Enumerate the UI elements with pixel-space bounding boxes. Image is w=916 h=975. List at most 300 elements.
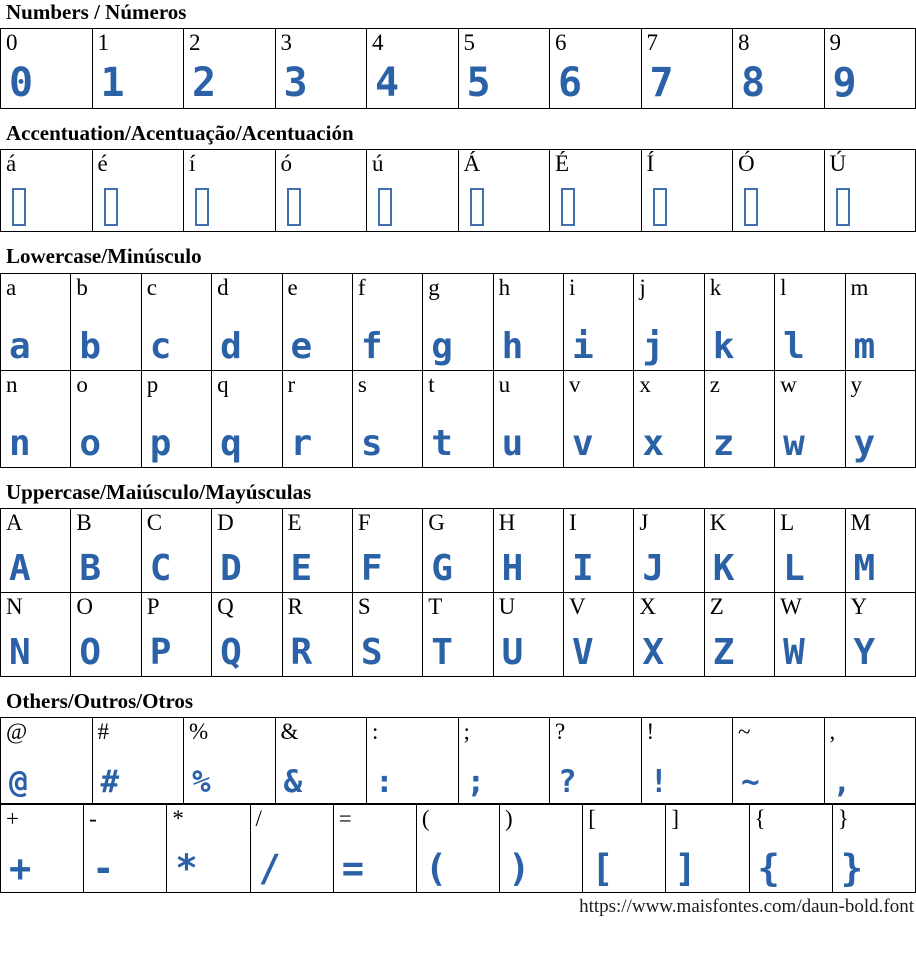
glyph-cell-content	[353, 509, 422, 592]
plain-char: {	[754, 805, 766, 831]
glyph-cell-content	[84, 805, 166, 892]
plain-char: Á	[463, 151, 481, 177]
glyph-cell-content	[564, 371, 633, 467]
glyph-cell-content	[212, 274, 281, 370]
glyph-cell-content	[71, 593, 140, 676]
source-url: https://www.maisfontes.com/daun-bold.font	[579, 895, 914, 917]
glyph-cell-content	[705, 371, 774, 467]
section-uppercase	[0, 480, 916, 677]
glyph-cell-content	[276, 29, 367, 108]
glyph-cell-content	[1, 718, 92, 803]
glyph-cell	[141, 370, 211, 467]
missing-glyph-box	[195, 188, 209, 226]
glyph-cell-content	[212, 593, 281, 676]
glyph-cell-content	[634, 274, 703, 370]
glyph-cell-content	[634, 371, 703, 467]
glyph-cell-content	[283, 509, 352, 592]
plain-char: H	[498, 509, 516, 535]
glyph-cell-content	[775, 593, 844, 676]
glyph-cell	[564, 273, 634, 370]
font-glyph: [	[591, 846, 614, 890]
font-glyph: c	[149, 325, 172, 367]
glyph-cell-content	[1, 274, 70, 370]
font-glyph: @	[9, 763, 28, 800]
glyph-cell-content	[642, 150, 733, 231]
glyph-cell	[704, 508, 774, 592]
glyph-cell-content	[367, 29, 458, 108]
glyph-cell-content	[142, 593, 211, 676]
plain-char: S	[357, 593, 371, 619]
plain-char: 4	[372, 30, 384, 56]
glyph-cell	[493, 508, 563, 592]
font-glyph: +	[9, 846, 32, 890]
glyph-cell	[282, 273, 352, 370]
glyph-cell	[1, 717, 93, 803]
glyph-cell	[71, 508, 141, 592]
plain-char: W	[780, 593, 802, 619]
glyph-cell	[845, 592, 916, 676]
plain-char: 9	[829, 30, 841, 56]
glyph-cell	[275, 717, 367, 803]
plain-char: (	[421, 805, 430, 831]
font-glyph: F	[360, 547, 383, 589]
glyph-table-accentuation-0	[0, 149, 916, 232]
plain-char: N	[6, 593, 23, 619]
glyph-cell	[1, 508, 71, 592]
plain-char: ó	[280, 151, 292, 177]
glyph-cell-content	[825, 29, 916, 108]
font-glyph: q	[220, 422, 242, 464]
font-glyph: &	[283, 763, 303, 800]
glyph-cell	[641, 717, 733, 803]
plain-char: C	[146, 509, 163, 535]
missing-glyph-box	[653, 188, 667, 226]
font-glyph: #	[100, 763, 120, 800]
glyph-cell-content	[276, 150, 367, 231]
plain-char: R	[287, 593, 303, 619]
glyph-cell	[184, 717, 276, 803]
glyph-cell-content	[733, 150, 824, 231]
font-glyph: s	[360, 422, 383, 464]
plain-char: x	[639, 371, 651, 397]
font-glyph: O	[79, 631, 102, 673]
glyph-cell-content	[642, 718, 733, 803]
glyph-cell-content	[733, 718, 824, 803]
plain-char: s	[357, 371, 367, 397]
glyph-cell	[583, 804, 666, 892]
glyph-cell	[634, 370, 704, 467]
plain-char: [	[588, 805, 596, 831]
glyph-cell-content	[494, 509, 563, 592]
glyph-cell-content	[283, 371, 352, 467]
glyph-cell-content	[705, 593, 774, 676]
font-glyph: E	[290, 547, 313, 589]
glyph-cell	[824, 29, 916, 109]
glyph-cell	[423, 508, 493, 592]
glyph-cell	[352, 592, 422, 676]
plain-char: V	[569, 593, 586, 619]
font-glyph: H	[501, 547, 524, 589]
glyph-cell	[775, 592, 845, 676]
glyph-cell	[564, 370, 634, 467]
section-title-uppercase: Uppercase/Maiúsculo/Mayúsculas	[6, 479, 312, 504]
font-glyph: A	[9, 547, 31, 589]
glyph-cell	[71, 370, 141, 467]
plain-char: d	[217, 274, 229, 300]
table-row	[1, 804, 916, 892]
font-glyph: N	[9, 631, 31, 673]
font-glyph: D	[220, 547, 242, 589]
font-glyph: J	[642, 547, 665, 589]
font-glyph: 6	[558, 60, 583, 107]
table-row	[1, 273, 916, 370]
glyph-cell	[367, 150, 459, 232]
glyph-cell-content	[1, 805, 83, 892]
glyph-cell-content	[93, 29, 184, 108]
glyph-cell-content	[775, 371, 844, 467]
font-glyph: V	[572, 631, 594, 673]
glyph-cell-content	[1, 150, 92, 231]
glyph-cell-content	[705, 509, 774, 592]
font-glyph: k	[712, 325, 735, 367]
glyph-cell-content	[283, 274, 352, 370]
glyph-cell	[71, 592, 141, 676]
glyph-cell-content	[825, 150, 916, 231]
plain-char: É	[555, 151, 570, 177]
plain-char: u	[498, 371, 511, 397]
glyph-cell	[733, 717, 825, 803]
glyph-cell	[282, 508, 352, 592]
font-glyph: t	[431, 422, 453, 464]
glyph-table-others-1	[0, 804, 916, 893]
glyph-cell-content	[775, 509, 844, 592]
glyph-cell	[458, 29, 550, 109]
plain-char: á	[6, 151, 17, 177]
font-glyph: h	[501, 325, 524, 367]
glyph-cell-content	[184, 29, 275, 108]
glyph-cell-content	[353, 593, 422, 676]
glyph-cell	[167, 804, 250, 892]
plain-char: w	[780, 371, 797, 397]
plain-char: B	[76, 509, 92, 535]
font-glyph: m	[853, 325, 876, 367]
table-row	[1, 29, 916, 109]
font-glyph: 3	[283, 60, 308, 107]
glyph-cell	[564, 592, 634, 676]
glyph-cell-content	[846, 593, 916, 676]
glyph-cell	[1, 150, 93, 232]
glyph-cell	[832, 804, 915, 892]
glyph-cell	[550, 150, 642, 232]
glyph-cell-content	[184, 150, 275, 231]
glyph-cell	[704, 370, 774, 467]
glyph-cell-content	[550, 150, 641, 231]
glyph-cell	[845, 273, 916, 370]
plain-char: 1	[97, 30, 109, 56]
plain-char: }	[837, 805, 849, 831]
plain-char: L	[780, 509, 795, 535]
glyph-cell-content	[71, 509, 140, 592]
font-glyph: Z	[712, 631, 735, 673]
plain-char: 2	[189, 30, 201, 56]
font-glyph: )	[508, 846, 531, 890]
plain-char: Z	[709, 593, 724, 619]
glyph-cell-content	[1, 509, 70, 592]
font-glyph: 9	[832, 60, 857, 107]
glyph-cell	[1, 592, 71, 676]
glyph-cell-content	[564, 274, 633, 370]
font-glyph: b	[79, 325, 102, 367]
font-glyph: C	[149, 547, 172, 589]
font-glyph: 2	[192, 60, 217, 107]
glyph-cell	[550, 29, 642, 109]
section-title-numbers: Numbers / Números	[6, 0, 187, 24]
glyph-cell	[733, 29, 825, 109]
font-glyph: U	[501, 631, 524, 673]
glyph-cell-content	[71, 371, 140, 467]
section-lowercase	[0, 244, 916, 467]
table-row	[1, 592, 916, 676]
plain-char: l	[780, 274, 787, 300]
glyph-cell-content	[93, 150, 184, 231]
glyph-cell	[184, 29, 276, 109]
glyph-cell-content	[564, 509, 633, 592]
glyph-cell	[71, 273, 141, 370]
font-glyph: T	[431, 631, 453, 673]
glyph-cell-content	[705, 274, 774, 370]
plain-char: 0	[6, 30, 18, 56]
table-row	[1, 508, 916, 592]
font-glyph: (	[424, 846, 448, 890]
plain-char: Ó	[738, 151, 755, 177]
glyph-cell	[275, 150, 367, 232]
plain-char: z	[709, 371, 720, 397]
glyph-cell-content	[494, 371, 563, 467]
glyph-cell	[564, 508, 634, 592]
glyph-cell	[775, 273, 845, 370]
glyph-cell-content	[276, 718, 367, 803]
glyph-cell-content	[367, 718, 458, 803]
section-title-others: Others/Outros/Otros	[6, 688, 194, 713]
glyph-cell	[641, 150, 733, 232]
glyph-cell	[1, 804, 84, 892]
glyph-cell	[92, 717, 184, 803]
glyph-cell	[416, 804, 499, 892]
plain-char: ?	[555, 718, 566, 744]
glyph-cell-content	[846, 509, 916, 592]
plain-char: a	[6, 274, 17, 300]
glyph-cell	[352, 370, 422, 467]
font-glyph: P	[149, 631, 172, 673]
plain-char: é	[97, 151, 108, 177]
font-glyph: f	[360, 325, 383, 367]
plain-char: :	[372, 718, 379, 744]
glyph-cell-content	[367, 150, 458, 231]
glyph-cell	[733, 150, 825, 232]
table-row	[1, 717, 916, 803]
plain-char: P	[146, 593, 160, 619]
plain-char: c	[146, 274, 157, 300]
font-glyph: {	[757, 846, 780, 890]
glyph-cell	[352, 273, 422, 370]
glyph-cell-content	[1, 593, 70, 676]
glyph-cell-content	[550, 718, 641, 803]
font-glyph: o	[79, 422, 102, 464]
font-glyph: =	[341, 846, 364, 890]
glyph-table-uppercase-0	[0, 508, 916, 677]
plain-char: q	[217, 371, 229, 397]
plain-char: J	[639, 509, 649, 535]
plain-char: ;	[463, 718, 470, 744]
glyph-cell-content	[494, 593, 563, 676]
glyph-cell	[749, 804, 832, 892]
plain-char: X	[639, 593, 656, 619]
glyph-cell	[500, 804, 583, 892]
font-glyph: z	[712, 422, 735, 464]
plain-char: O	[76, 593, 93, 619]
font-glyph: p	[149, 422, 172, 464]
font-glyph: r	[290, 422, 313, 464]
glyph-cell-content	[423, 509, 492, 592]
glyph-cell-content	[642, 29, 733, 108]
plain-char: @	[6, 718, 28, 744]
glyph-cell	[367, 29, 459, 109]
plain-char: 3	[280, 30, 292, 56]
font-glyph: *	[175, 846, 198, 890]
glyph-cell	[824, 150, 916, 232]
glyph-cell-content	[846, 274, 916, 370]
glyph-cell	[84, 804, 167, 892]
glyph-cell-content	[833, 805, 915, 892]
glyph-cell-content	[142, 371, 211, 467]
glyph-cell	[493, 592, 563, 676]
glyph-cell	[423, 370, 493, 467]
glyph-cell	[704, 592, 774, 676]
plain-char: F	[357, 509, 371, 535]
font-glyph: M	[853, 547, 876, 589]
plain-char: ]	[671, 805, 680, 831]
plain-char: n	[6, 371, 18, 397]
glyph-cell-content	[423, 593, 492, 676]
font-glyph: e	[290, 325, 313, 367]
plain-char: Í	[646, 151, 655, 177]
glyph-cell	[493, 370, 563, 467]
glyph-cell-content	[283, 593, 352, 676]
plain-char: o	[76, 371, 88, 397]
font-glyph: %	[192, 763, 211, 800]
plain-char: ~	[738, 718, 751, 744]
glyph-table-lowercase-0	[0, 273, 916, 468]
font-glyph: -	[92, 846, 115, 890]
glyph-cell-content	[459, 29, 550, 108]
plain-char: K	[709, 509, 727, 535]
plain-char: i	[569, 274, 576, 300]
section-title-lowercase: Lowercase/Minúsculo	[6, 244, 202, 269]
glyph-cell	[641, 29, 733, 109]
glyph-cell-content	[167, 805, 249, 892]
glyph-cell	[775, 370, 845, 467]
glyph-cell	[141, 273, 211, 370]
glyph-cell-content	[494, 274, 563, 370]
glyph-cell	[212, 508, 282, 592]
glyph-cell	[282, 592, 352, 676]
glyph-cell	[333, 804, 416, 892]
font-glyph: K	[712, 547, 735, 589]
glyph-cell-content	[634, 593, 703, 676]
glyph-cell	[775, 508, 845, 592]
section-numbers	[0, 0, 916, 109]
font-glyph: I	[572, 547, 594, 589]
section-title-accentuation: Accentuation/Acentuação/Acentuación	[6, 121, 354, 146]
font-glyph: Y	[853, 631, 876, 673]
glyph-cell	[1, 273, 71, 370]
glyph-cell	[845, 508, 916, 592]
font-glyph: ~	[741, 763, 760, 800]
glyph-cell	[423, 273, 493, 370]
plain-char: +	[6, 805, 19, 831]
plain-char: D	[217, 509, 234, 535]
glyph-cell-content	[583, 805, 665, 892]
font-glyph: S	[360, 631, 383, 673]
glyph-cell	[493, 273, 563, 370]
plain-char: E	[287, 509, 302, 535]
font-glyph: 0	[9, 60, 34, 107]
glyph-cell	[250, 804, 333, 892]
glyph-cell-content	[550, 29, 641, 108]
glyph-cell-content	[71, 274, 140, 370]
plain-char: Q	[217, 593, 234, 619]
section-others	[0, 689, 916, 893]
glyph-cell-content	[825, 718, 916, 803]
glyph-cell-content	[1, 371, 70, 467]
glyph-table-numbers-0	[0, 28, 916, 109]
glyph-cell-content	[1, 29, 92, 108]
plain-char: !	[646, 718, 655, 744]
plain-char: )	[505, 805, 513, 831]
glyph-cell-content	[251, 805, 333, 892]
plain-char: -	[89, 805, 97, 831]
glyph-cell	[458, 150, 550, 232]
plain-char: m	[850, 274, 869, 300]
font-glyph: ]	[674, 846, 697, 890]
plain-char: 8	[738, 30, 750, 56]
glyph-cell-content	[423, 371, 492, 467]
plain-char: t	[428, 371, 435, 397]
font-glyph: i	[572, 325, 594, 367]
glyph-cell	[550, 717, 642, 803]
section-accentuation	[0, 121, 916, 232]
glyph-cell-content	[417, 805, 499, 892]
font-glyph: j	[642, 325, 665, 367]
plain-char: U	[498, 593, 516, 619]
glyph-cell	[458, 717, 550, 803]
plain-char: T	[428, 593, 443, 619]
font-glyph: ?	[558, 763, 577, 800]
plain-char: y	[850, 371, 862, 397]
plain-char: 7	[646, 30, 658, 56]
missing-glyph-box	[836, 188, 850, 226]
missing-glyph-box	[104, 188, 118, 226]
glyph-cell	[1, 370, 71, 467]
glyph-cell	[141, 592, 211, 676]
table-row	[1, 150, 916, 232]
missing-glyph-box	[744, 188, 758, 226]
glyph-table-others-0	[0, 717, 916, 804]
glyph-cell-content	[212, 509, 281, 592]
plain-char: f	[357, 274, 366, 300]
font-glyph: G	[431, 547, 453, 589]
font-glyph: w	[783, 422, 805, 464]
